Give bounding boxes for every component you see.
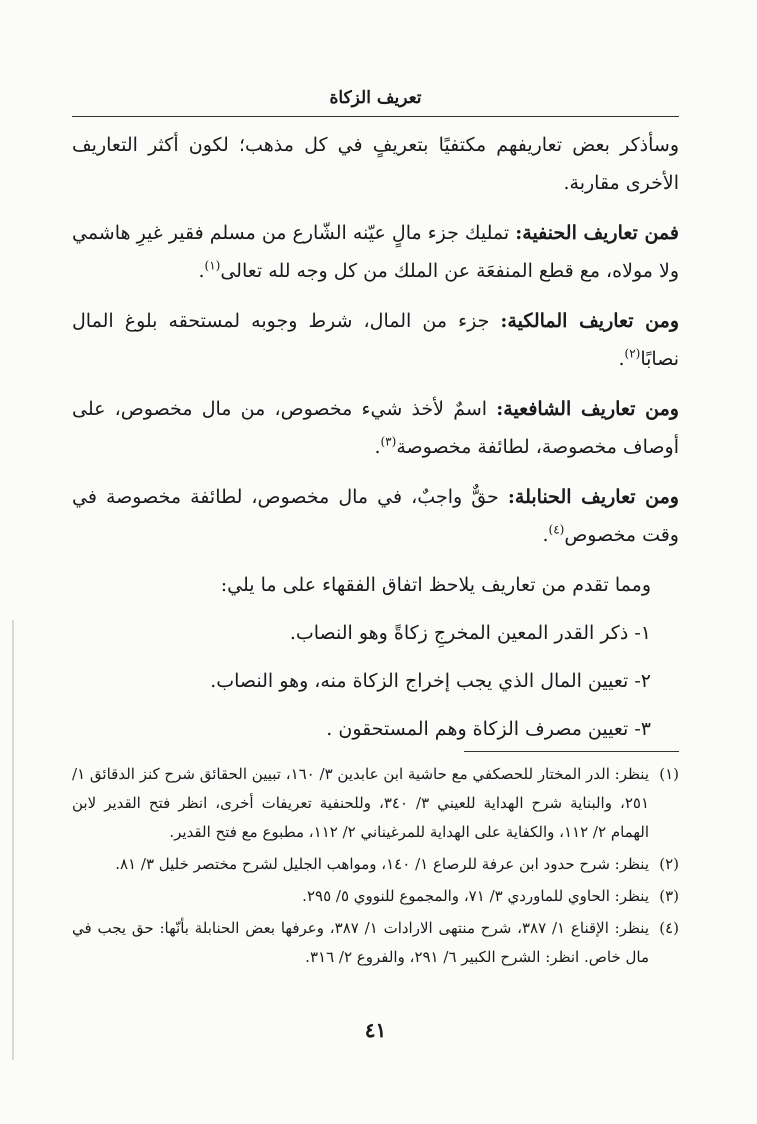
footnote-ref[interactable]: (٣) [380, 434, 397, 449]
footnote [72, 882, 679, 911]
definition-shafii: ومن تعاريف الشافعية: اسمٌ لأخذ شيء مخصوص، من مال مخصوص، على أوصاف مخصوصة، لطائفة مخصوصة$^{(٣)}$. [72, 398, 679, 458]
footnote [72, 914, 679, 972]
agreement-item: ١- ذكر القدر المعين المخرجِ زكاةً وهو النصاب. [289, 622, 651, 644]
definition-term: ومن تعاريف الشافعية: [496, 398, 679, 420]
definition-term: فمن تعاريف الحنفية: [515, 222, 679, 244]
footnote [72, 850, 679, 879]
footnote-text: ينظر: شرح حدود ابن عرفة للرصاع ١/ ١٤٠، ومواهب الجليل لشرح مختصر خليل ٣/ ٨١. [115, 855, 649, 873]
agreement-intro: ومما تقدم من تعاريف يلاحظ اتفاق الفقهاء على ما يلي: [220, 574, 651, 596]
intro-paragraph: وسأذكر بعض تعاريفهم مكتفيًا بتعريفٍ في كل مذهب؛ لكون أكثر التعاريف الأخرى مقاربة. [72, 134, 679, 194]
footnote-number: (٣) [659, 887, 679, 905]
definition-hanbali: ومن تعاريف الحنابلة: حقٌّ واجبٌ، في مال مخصوص، لطائفة مخصوصة في وقت مخصوص$^{(٤)}$. [72, 486, 679, 546]
footnote-text: ينظر: الدر المختار للحصكفي مع حاشية ابن عابدين ٣/ ١٦٠، تبيين الحقائق شرح كنز الدقائق ١/ ٢٥١، والبناية شرح الهداية للعيني ٣/ ٣٤٠، وللحنفية تعريفات أخرى، انظر فتح القدير لابن الهمام ٢/ ١١٢، والكفاية على الهداية للمرغيناني ٢/ ١١٢، مطبوع مع فتح القدير. [72, 765, 650, 841]
footnote [72, 760, 679, 847]
definition-hanafi: فمن تعاريف الحنفية: تمليك جزء مالٍ عيّنه الشّارع من مسلم فقير غيرِ هاشمي ولا مولاه، مع قطع المنفعَة عن الملك من كل وجه لله تعالى$^{(١)}$. [71, 222, 679, 282]
definition-maliki: ومن تعاريف المالكية: جزء من المال، شرط وجوبه لمستحقه بلوغ المال نصابًا$^{(٢)}$. [72, 310, 679, 370]
definition-text: جزء من المال، شرط وجوبه لمستحقه بلوغ المال نصابًا [72, 310, 679, 370]
footnote-number: (١) [659, 765, 679, 783]
footnote-ref[interactable]: (٢) [624, 346, 641, 361]
running-head: تعريف الزكاة [329, 88, 422, 108]
definition-text: تمليك جزء مالٍ عيّنه الشّارع من مسلم فقير غيرِ هاشمي ولا مولاه، مع قطع المنفعَة عن الملك من كل وجه لله تعالى [71, 222, 679, 282]
footnote-text: ينظر: الحاوي للماوردي ٣/ ٧١، والمجموع للنووي ٥/ ٢٩٥. [302, 887, 649, 905]
agreement-item: ٣- تعيين مصرف الزكاة وهم المستحقون . [326, 718, 651, 740]
page-number: ٤١ [364, 1018, 387, 1042]
agreement-item: ٢- تعيين المال الذي يجب إخراج الزكاة منه، وهو النصاب. [210, 670, 651, 692]
page-edge-shadow [12, 620, 14, 1060]
footnote-ref[interactable]: (٤) [548, 522, 565, 537]
footnotes [72, 760, 679, 975]
main-text [72, 126, 679, 758]
definition-text: حقٌّ واجبٌ، في مال مخصوص، لطائفة مخصوصة في وقت مخصوص [72, 486, 679, 546]
footnote-text: ينظر: الإقناع ١/ ٣٨٧، شرح منتهى الارادات ١/ ٣٨٧، وعرفها بعض الحنابلة بأنّها: حق يجب في مال خاص. انظر: الشرح الكبير ٦/ ٢٩١، والفروع ٢/ ٣١٦. [72, 919, 650, 966]
footnote-number: (٢) [659, 855, 679, 873]
definition-term: ومن تعاريف الحنابلة: [507, 486, 679, 508]
definition-text: اسمٌ لأخذ شيء مخصوص، من مال مخصوص، على أوصاف مخصوصة، لطائفة مخصوصة [72, 398, 679, 458]
footnote-number: (٤) [659, 919, 679, 937]
definition-term: ومن تعاريف المالكية: [500, 310, 679, 332]
book-page [72, 0, 679, 1124]
footnote-rule [464, 751, 679, 752]
footnote-ref[interactable]: (١) [204, 258, 221, 273]
header-rule [72, 116, 679, 117]
